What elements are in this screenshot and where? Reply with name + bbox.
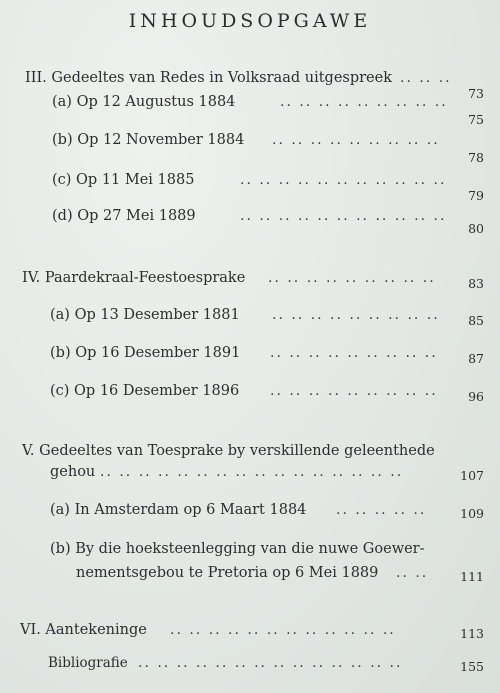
toc-entry-page: 75 (468, 112, 484, 127)
toc-entry-label: (b) Op 16 Desember 1891 (50, 345, 241, 361)
toc-entry-page: 109 (460, 506, 484, 521)
dot-leader: .. .. .. .. .. .. .. .. .. (270, 345, 438, 361)
toc-entry-label: V. Gedeeltes van Toesprake by verskillende geleenthede (22, 443, 435, 459)
toc-entry-VI (0, 622, 500, 648)
dot-leader: .. .. .. (400, 70, 452, 86)
toc-entry-page: 80 (468, 221, 484, 236)
toc-entry-page: 107 (460, 468, 484, 483)
toc-entry-label: (d) Op 27 Mei 1889 (52, 208, 196, 224)
toc-entry-page: 87 (468, 351, 484, 366)
page-title: INHOUDSOPGAWE (128, 10, 372, 32)
toc-entry-III (0, 70, 500, 101)
toc-entry-V-continued (0, 464, 500, 490)
toc-entry-Va (0, 502, 500, 528)
dot-leader: .. .. .. .. .. .. .. .. .. .. .. .. .. .. .. .. (100, 464, 404, 480)
dot-leader: .. .. .. .. .. .. .. .. .. (280, 94, 448, 110)
toc-entry-Vb (0, 541, 500, 567)
toc-entry-IIIa (0, 94, 500, 127)
dot-leader: .. .. (396, 565, 429, 581)
toc-entry-IIIb (0, 132, 500, 165)
toc-entry-label-line2: gehou (50, 464, 96, 480)
toc-entry-bibliografie (0, 655, 500, 681)
toc-entry-Vb-continued (0, 565, 500, 591)
toc-entry-label: (b) By die hoeksteenlegging van die nuwe Goewer- (50, 541, 425, 557)
toc-entry-page: 113 (460, 626, 484, 641)
dot-leader: .. .. .. .. .. .. .. .. .. (272, 307, 440, 323)
toc-entry-page: 83 (468, 276, 484, 291)
toc-entry-label: VI. Aantekeninge (20, 622, 147, 638)
toc-entry-IV (0, 270, 500, 296)
toc-entry-IIIc (0, 172, 500, 203)
toc-entry-page: 85 (468, 313, 484, 328)
toc-entry-page: 78 (468, 150, 484, 165)
toc-entry-label-line2: nementsgebou te Pretoria op 6 Mei 1889 (76, 565, 379, 581)
dot-leader: .. .. .. .. .. .. .. .. .. .. .. (240, 172, 447, 188)
toc-entry-page: 79 (468, 188, 484, 203)
toc-entry-label: III. Gedeeltes van Redes in Volksraad uitgespreek (25, 70, 393, 86)
toc-entry-label: Bibliografie (48, 655, 128, 671)
toc-entry-IVb (0, 345, 500, 371)
dot-leader: .. .. .. .. .. .. .. .. .. (272, 132, 440, 148)
toc-entry-label: IV. Paardekraal-Feestoesprake (22, 270, 246, 286)
toc-entry-label: (a) Op 13 Desember 1881 (50, 307, 240, 323)
dot-leader: .. .. .. .. .. .. .. .. .. .. .. .. .. .. (138, 655, 403, 671)
dot-leader: .. .. .. .. .. .. .. .. .. (268, 270, 436, 286)
toc-entry-page: 73 (468, 86, 484, 101)
dot-leader: .. .. .. .. .. (336, 502, 427, 518)
toc-entry-IVa (0, 307, 500, 333)
toc-entry-label: (a) In Amsterdam op 6 Maart 1884 (50, 502, 307, 518)
toc-entry-IVc (0, 383, 500, 409)
dot-leader: .. .. .. .. .. .. .. .. .. .. .. (240, 208, 447, 224)
toc-entry-label: (c) Op 16 Desember 1896 (50, 383, 240, 399)
toc-entry-IIId (0, 208, 500, 234)
toc-entry-label: (c) Op 11 Mei 1885 (52, 172, 195, 188)
toc-entry-page: 96 (468, 389, 484, 404)
toc-entry-label: (a) Op 12 Augustus 1884 (52, 94, 236, 110)
toc-entry-page: 155 (460, 659, 484, 674)
dot-leader: .. .. .. .. .. .. .. .. .. (270, 383, 438, 399)
dot-leader: .. .. .. .. .. .. .. .. .. .. .. .. (170, 622, 396, 638)
toc-entry-page: 111 (460, 569, 484, 584)
toc-entry-label: (b) Op 12 November 1884 (52, 132, 245, 148)
